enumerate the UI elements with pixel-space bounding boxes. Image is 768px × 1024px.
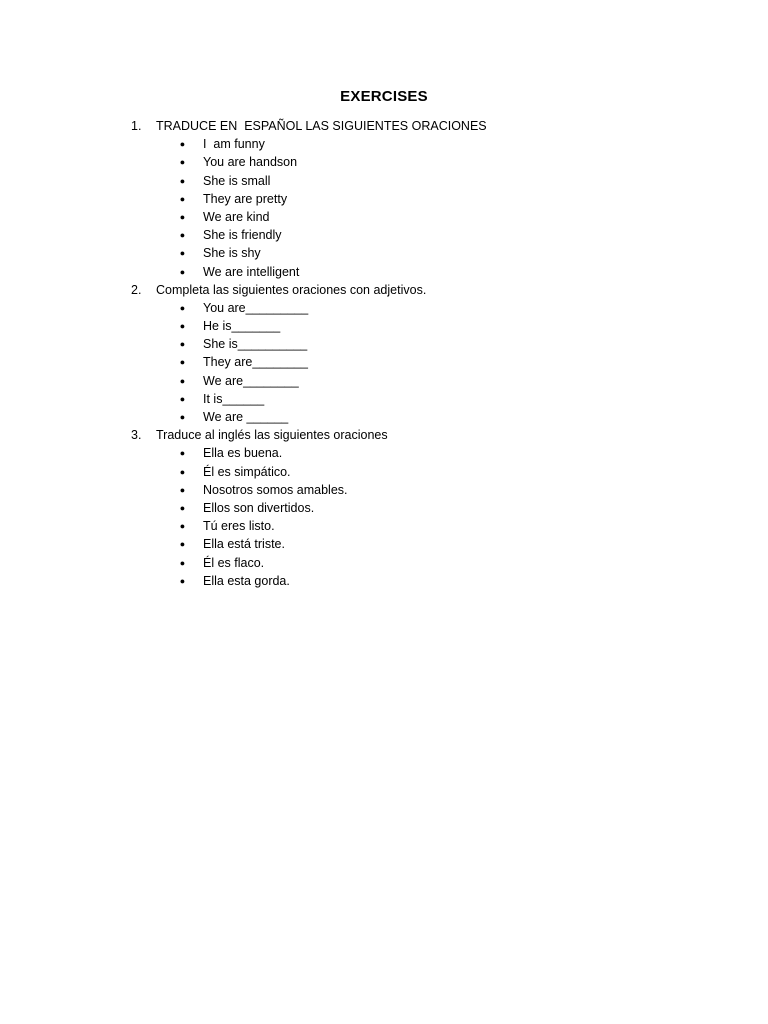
exercise-heading bbox=[131, 117, 487, 135]
list-item bbox=[131, 499, 487, 517]
bullet-icon: ● bbox=[179, 557, 186, 568]
list-item bbox=[131, 172, 487, 190]
sentence-text: We are________ bbox=[203, 373, 299, 388]
sentence-list bbox=[131, 444, 487, 590]
list-item bbox=[131, 335, 487, 353]
exercise-number: 2. bbox=[131, 282, 142, 297]
bullet-icon: ● bbox=[179, 157, 186, 168]
sentence-text: Ella está triste. bbox=[203, 537, 285, 552]
bullet-icon: ● bbox=[179, 139, 186, 150]
bullet-icon: ● bbox=[179, 357, 186, 368]
bullet-icon: ● bbox=[179, 266, 186, 277]
exercise-3 bbox=[131, 426, 487, 590]
sentence-text: She is friendly bbox=[203, 228, 282, 243]
sentence-text: Él es simpático. bbox=[203, 464, 291, 479]
bullet-icon: ● bbox=[179, 175, 186, 186]
bullet-icon: ● bbox=[179, 466, 186, 477]
bullet-icon: ● bbox=[179, 484, 186, 495]
sentence-text: You are_________ bbox=[203, 300, 309, 315]
sentence-text: We are intelligent bbox=[203, 264, 300, 279]
exercise-list bbox=[131, 117, 487, 590]
list-item bbox=[131, 299, 487, 317]
list-item bbox=[131, 444, 487, 462]
bullet-icon: ● bbox=[179, 211, 186, 222]
list-item bbox=[131, 135, 487, 153]
sentence-list bbox=[131, 135, 487, 281]
sentence-text: I am funny bbox=[203, 137, 265, 152]
exercise-1 bbox=[131, 117, 487, 281]
list-item bbox=[131, 244, 487, 262]
sentence-text: He is_______ bbox=[203, 319, 281, 334]
sentence-text: They are pretty bbox=[203, 191, 288, 206]
bullet-icon: ● bbox=[179, 230, 186, 241]
list-item bbox=[131, 390, 487, 408]
bullet-icon: ● bbox=[179, 302, 186, 313]
list-item bbox=[131, 208, 487, 226]
bullet-icon: ● bbox=[179, 502, 186, 513]
bullet-icon: ● bbox=[179, 321, 186, 332]
sentence-text: It is______ bbox=[203, 391, 265, 406]
sentence-text: You are handson bbox=[203, 155, 298, 170]
exercise-prompt: Traduce al inglés las siguientes oraciones bbox=[156, 428, 388, 443]
list-item bbox=[131, 535, 487, 553]
list-item bbox=[131, 372, 487, 390]
bullet-icon: ● bbox=[179, 539, 186, 550]
sentence-text: Ella es buena. bbox=[203, 446, 283, 461]
bullet-icon: ● bbox=[179, 412, 186, 422]
sentence-text: Tú eres listo. bbox=[203, 519, 275, 534]
exercise-prompt: Completa las siguientes oraciones con adjetivos. bbox=[156, 282, 427, 297]
sentence-text: Ella esta gorda. bbox=[203, 573, 290, 588]
list-item bbox=[131, 481, 487, 499]
list-item bbox=[131, 572, 487, 590]
sentence-text: We are kind bbox=[203, 209, 270, 224]
list-item bbox=[131, 226, 487, 244]
list-item bbox=[131, 317, 487, 335]
sentence-text: She is small bbox=[203, 173, 271, 188]
list-item bbox=[131, 554, 487, 572]
exercise-prompt: TRADUCE EN ESPAÑOL LAS SIGUIENTES ORACIONES bbox=[156, 119, 487, 133]
sentence-list bbox=[131, 299, 487, 426]
list-item bbox=[131, 517, 487, 535]
sentence-text: She is__________ bbox=[203, 337, 308, 352]
sentence-text: Ellos son divertidos. bbox=[203, 500, 315, 515]
page-title: EXERCISES bbox=[340, 88, 428, 105]
sentence-text: They are________ bbox=[203, 355, 308, 370]
bullet-icon: ● bbox=[179, 193, 186, 204]
exercise-number: 3. bbox=[131, 428, 142, 443]
exercise-heading bbox=[131, 281, 487, 299]
bullet-icon: ● bbox=[179, 393, 186, 404]
sentence-text: Nosotros somos amables. bbox=[203, 482, 348, 497]
bullet-icon: ● bbox=[179, 448, 186, 459]
exercise-heading bbox=[131, 426, 487, 444]
bullet-icon: ● bbox=[179, 521, 186, 532]
sentence-text: Él es flaco. bbox=[203, 555, 265, 570]
sentence-text: She is shy bbox=[203, 246, 261, 261]
list-item bbox=[131, 263, 487, 281]
bullet-icon: ● bbox=[179, 248, 186, 259]
exercise-2 bbox=[131, 281, 487, 427]
list-item bbox=[131, 408, 487, 426]
sentence-text: We are ______ bbox=[203, 410, 289, 424]
list-item bbox=[131, 190, 487, 208]
bullet-icon: ● bbox=[179, 575, 186, 586]
exercise-number: 1. bbox=[131, 119, 142, 133]
list-item bbox=[131, 153, 487, 171]
bullet-icon: ● bbox=[179, 339, 186, 350]
bullet-icon: ● bbox=[179, 375, 186, 386]
list-item bbox=[131, 463, 487, 481]
list-item bbox=[131, 353, 487, 371]
